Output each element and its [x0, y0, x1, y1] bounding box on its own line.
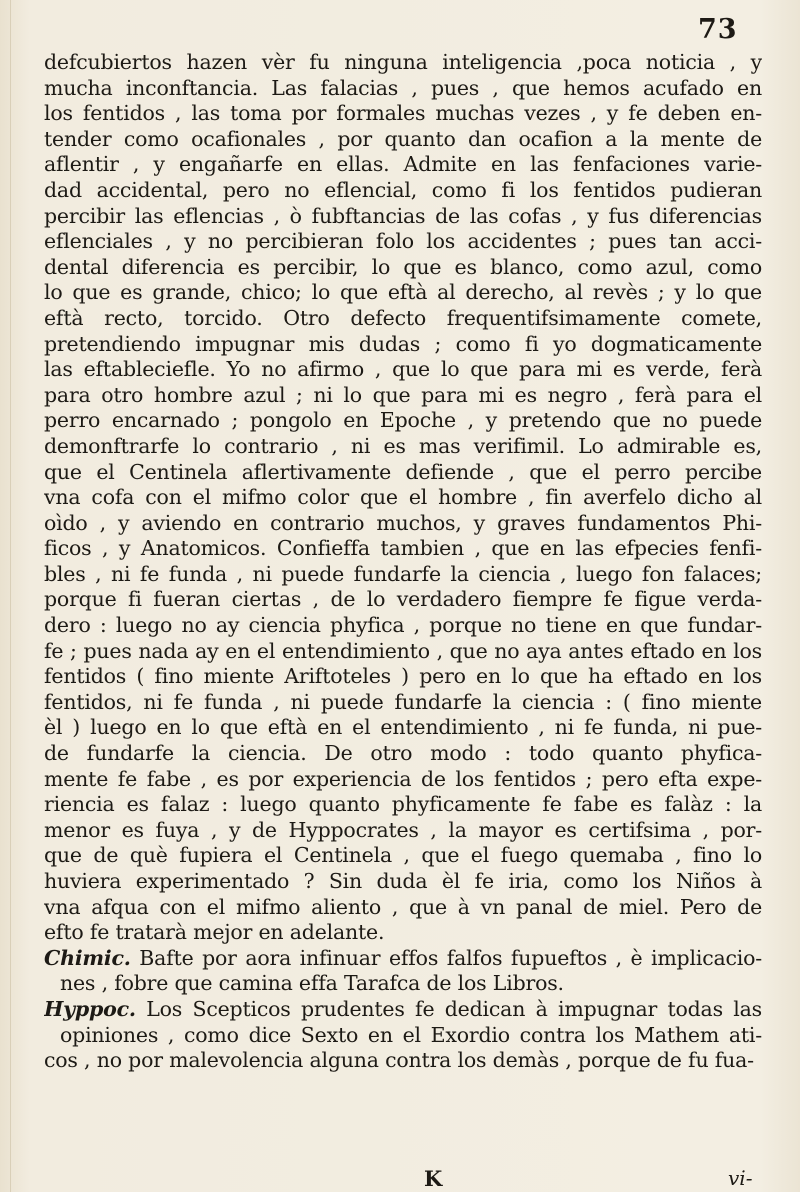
text-line — [44, 50, 762, 76]
text-line — [44, 511, 762, 537]
line-text: mente fe fabe , es por experiencia de los fentidos ; pero efta expe- — [44, 766, 762, 791]
text-line — [44, 1048, 762, 1074]
line-text: fe ; pues nada ay en el entendimiento , que no aya antes eftado en los — [44, 638, 762, 663]
text-line — [44, 818, 762, 844]
line-text: mucha inconftancia. Las falacias , pues , que hemos acufado en — [44, 75, 762, 100]
line-text: fentidos, ni fe funda , ni puede fundarfe la ciencia : ( fino miente — [44, 689, 762, 714]
speaker-label: Hyppoc. — [44, 996, 136, 1021]
page-number: 73 — [698, 14, 738, 45]
line-text: pretendiendo impugnar mis dudas ; como fi yo dogmaticamente — [44, 331, 762, 356]
line-text: las eftableciefle. Yo no afirmo , que lo que para mi es verde, ferà — [44, 357, 762, 382]
text-line — [44, 869, 762, 895]
line-text: eftà recto, torcido. Otro defecto frequentifsimamente comete, — [44, 305, 762, 330]
text-line — [44, 536, 762, 562]
line-text: oìdo , y aviendo en contrario muchos, y graves fundamentos Phi- — [44, 510, 762, 535]
line-text: los fentidos , las toma por formales muchas vezes , y fe deben en- — [44, 101, 762, 126]
text-line — [44, 460, 762, 486]
text-line — [44, 101, 762, 127]
page-footer — [0, 1166, 800, 1192]
line-text: efto fe tratarà mejor en adelante. — [44, 920, 385, 945]
line-text: opiniones , como dice Sexto en el Exordio contra los Mathem ati- — [60, 1022, 762, 1047]
line-text: perro encarnado ; pongolo en Epoche , y pretendo que no puede — [44, 408, 762, 433]
line-text: bles , ni fe funda , ni puede fundarfe la ciencia , luego fon falaces; — [44, 561, 762, 586]
line-text: demonftrarfe lo contrario , ni es mas verifimil. Lo admirable es, — [44, 433, 762, 458]
line-text: fentidos ( fino miente Ariftoteles ) pero en lo que ha eftado en los — [44, 664, 762, 689]
text-line — [44, 767, 762, 793]
text-line — [44, 664, 762, 690]
line-text: huviera experimentado ? Sin duda èl fe iria, como los Niños à — [44, 869, 762, 893]
text-line — [44, 895, 762, 921]
catchword: vi- — [728, 1166, 753, 1190]
text-line — [44, 715, 762, 741]
line-text: que de què fupiera el Centinela , que el fuego quemaba , fino lo — [44, 843, 762, 868]
text-line — [44, 920, 762, 946]
text-line — [44, 306, 762, 332]
signature-mark: K — [424, 1166, 443, 1191]
body-text — [44, 50, 762, 1074]
text-line — [44, 127, 762, 153]
text-line — [44, 332, 762, 358]
text-line — [44, 562, 762, 588]
line-text: nes , fobre que camina effa Tarafca de los Libros. — [60, 971, 564, 996]
text-line — [44, 843, 762, 869]
text-line — [44, 152, 762, 178]
line-text: tender como ocafionales , por quanto dan ocafion a la mente de — [44, 126, 762, 151]
line-text: èl ) luego en lo que eftà en el entendimiento , ni fe funda, ni pue- — [44, 715, 762, 740]
text-line — [44, 997, 762, 1023]
line-text: riencia es falaz : luego quanto phyficamente fe fabe es falàz : la — [44, 792, 762, 817]
line-text: que el Centinela aflertivamente defiende , que el perro percibe — [44, 459, 762, 484]
text-line — [44, 690, 762, 716]
text-line — [44, 383, 762, 409]
text-line — [44, 434, 762, 460]
line-text: dad accidental, pero no eflencial, como fi los fentidos pudieran — [44, 177, 762, 202]
line-text: Los Scepticos prudentes fe dedican à impugnar todas las — [146, 996, 762, 1021]
line-text: eflenciales , y no percibieran folo los accidentes ; pues tan acci- — [44, 229, 762, 254]
line-text: defcubiertos hazen vèr fu ninguna inteligencia ,poca noticia , y — [44, 50, 762, 74]
speaker-label: Chimic. — [44, 945, 131, 970]
text-line — [44, 408, 762, 434]
text-line — [44, 1023, 762, 1049]
line-text: percibir las eflencias , ò fubftancias de las cofas , y fus diferencias — [44, 203, 762, 228]
line-text: cos , no por malevolencia alguna contra los demàs , porque de fu fua- — [44, 1048, 754, 1073]
text-line — [44, 485, 762, 511]
line-text: vna afqua con el mifmo aliento , que à vn panal de miel. Pero de — [44, 894, 762, 919]
line-text: menor es fuya , y de Hyppocrates , la mayor es certifsima , por- — [44, 817, 762, 842]
text-line — [44, 741, 762, 767]
text-line — [44, 76, 762, 102]
text-line — [44, 639, 762, 665]
text-line — [44, 613, 762, 639]
text-line — [44, 792, 762, 818]
line-text: para otro hombre azul ; ni lo que para mi es negro , ferà para el — [44, 382, 762, 407]
line-text: lo que es grande, chico; lo que eftà al derecho, al revès ; y lo que — [44, 280, 762, 305]
line-text: Bafte por aora infinuar effos falfos fupueftos , è implicacio- — [139, 945, 762, 970]
text-line — [44, 587, 762, 613]
text-line — [44, 255, 762, 281]
text-line — [44, 946, 762, 972]
line-text: de fundarfe la ciencia. De otro modo : todo quanto phyfica- — [44, 741, 762, 766]
line-text: porque fi fueran ciertas , de lo verdadero fiempre fe figue verda- — [44, 587, 762, 612]
line-text: dental diferencia es percibir, lo que es blanco, como azul, como — [44, 254, 762, 279]
text-line — [44, 204, 762, 230]
text-line — [44, 178, 762, 204]
text-line — [44, 229, 762, 255]
text-line — [44, 280, 762, 306]
line-text: vna cofa con el mifmo color que el hombre , fin averfelo dicho al — [44, 485, 762, 510]
page-gutter-shadow — [10, 0, 11, 1192]
text-line — [44, 357, 762, 383]
line-text: aflentir , y engañarfe en ellas. Admite en las fenfaciones varie- — [44, 152, 762, 177]
text-line — [44, 971, 762, 997]
line-text: dero : luego no ay ciencia phyfica , porque no tiene en que fundar- — [44, 613, 762, 638]
line-text: ficos , y Anatomicos. Confieffa tambien , que en las efpecies fenfi- — [44, 536, 762, 561]
